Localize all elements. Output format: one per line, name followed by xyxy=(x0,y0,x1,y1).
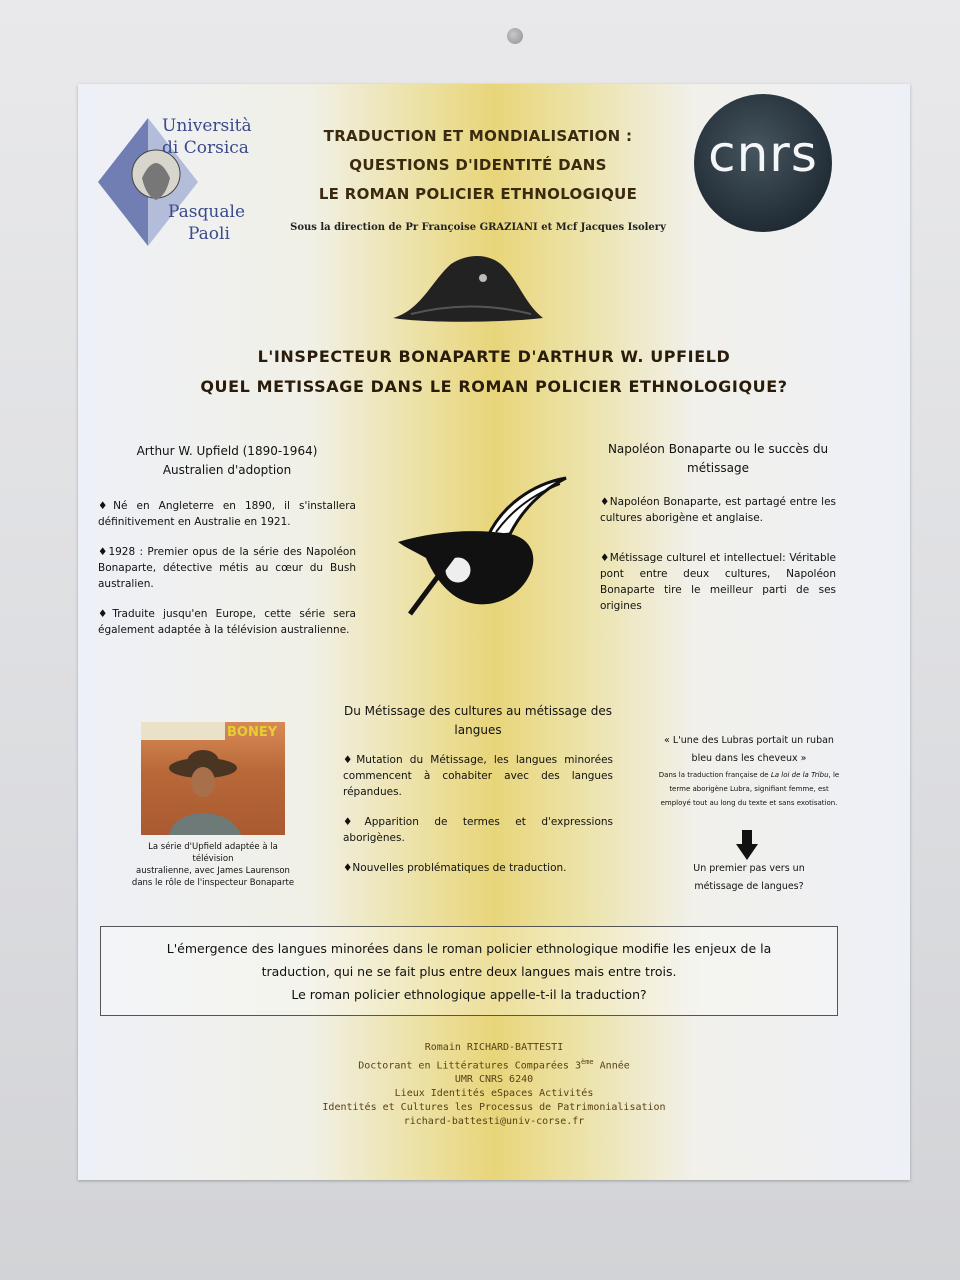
author-team: Identités et Cultures les Processus de Patrimonialisation xyxy=(322,1102,666,1114)
metissage-paragraph: ♦Mutation du Métissage, les langues minorées commencent à cohabiter avec des langues répandues. xyxy=(343,754,613,798)
boney-cover-image xyxy=(141,722,285,835)
author-program xyxy=(78,1055,910,1073)
conclusion-line: traduction, qui ne se fait plus entre deux langues mais entre trois. xyxy=(261,964,677,979)
lubra-quote xyxy=(656,732,842,810)
university-name-line4: Paoli xyxy=(188,224,230,244)
university-name-line2: di Corsica xyxy=(162,138,249,158)
lubra-quote-text: « L'une des Lubras portait un ruban bleu dans les cheveux » xyxy=(664,735,834,764)
upfield-paragraph: ♦Traduite jusqu'en Europe, cette série sera également adaptée à la télévision australienne. xyxy=(98,608,356,636)
boney-caption-line: australienne, avec James Laurenson xyxy=(136,866,290,876)
main-title-line1: L'INSPECTEUR BONAPARTE D'ARTHUR W. UPFIELD xyxy=(257,347,731,366)
author-program-sup: ème xyxy=(580,1058,594,1066)
metissage-section-title: Du Métissage des cultures au métissage des langues xyxy=(344,704,612,737)
down-arrow-icon xyxy=(736,830,758,860)
conclusion-box xyxy=(100,926,838,1016)
bonaparte-section xyxy=(600,440,836,614)
metissage-paragraph: ♦Apparition de termes et d'expressions aborigènes. xyxy=(343,816,613,844)
translation-note-intro: Dans la traduction française de xyxy=(658,771,769,779)
upfield-section-subtitle: Australien d'adoption xyxy=(162,463,292,477)
poster-main-title xyxy=(78,342,910,402)
author-name: Romain RICHARD-BATTESTI xyxy=(424,1042,564,1053)
upfield-paragraph: ♦Né en Angleterre en 1890, il s'installera définitivement en Australie en 1921. xyxy=(98,500,356,528)
author-program-year: Année xyxy=(593,1060,630,1072)
conclusion-line: L'émergence des langues minorées dans le roman policier ethnologique modifie les enjeux de la xyxy=(166,941,772,956)
metissage-question: Un premier pas vers un métissage de langues? xyxy=(693,863,805,892)
main-title-line2: QUEL METISSAGE DANS LE ROMAN POLICIER ETHNOLOGIQUE? xyxy=(200,377,788,396)
actor-portrait-icon xyxy=(141,722,285,835)
upfield-section xyxy=(98,442,356,638)
boney-cover-title: BONEY xyxy=(227,725,278,740)
translation-note-body: , le terme aborigène Lubra, signifiant femme, est employé tout au long du texte et sans exotisation. xyxy=(660,771,840,807)
conference-title-line: TRADUCTION ET MONDIALISATION : xyxy=(323,127,633,145)
upfield-paragraph: ♦1928 : Premier opus de la série des Napoléon Bonaparte, détective métis au cœur du Bush australien. xyxy=(98,546,356,590)
university-name-line3: Pasquale xyxy=(168,202,245,222)
poster xyxy=(78,84,910,1180)
metissage-paragraph: ♦Nouvelles problématiques de traduction. xyxy=(343,862,567,874)
metissage-section xyxy=(343,702,613,876)
author-program-text: Doctorant en Littératures Comparées 3 xyxy=(358,1060,581,1072)
author-email: richard-battesti@univ-corse.fr xyxy=(403,1116,585,1128)
wall-pin xyxy=(507,28,523,44)
bonaparte-paragraph: ♦Métissage culturel et intellectuel: Véritable pont entre deux cultures, Napoléon Bonaparte tire le meilleur parti de ses origines xyxy=(600,552,836,612)
author-lab: UMR CNRS 6240 xyxy=(454,1074,534,1086)
cnrs-logo-text: cnrs xyxy=(708,125,818,183)
bicorne-hat-icon xyxy=(391,252,545,324)
university-name-line1: Università xyxy=(162,116,252,136)
author-lab-name: Lieux Identités eSpaces Activités xyxy=(394,1088,594,1100)
conference-title xyxy=(298,122,658,209)
boney-caption xyxy=(128,841,298,889)
boney-caption-line: La série d'Upfield adaptée à la télévision xyxy=(148,842,278,864)
cnrs-logo xyxy=(694,94,832,232)
direction-line: Sous la direction de Pr Françoise GRAZIANI et Mcf Jacques Isolery xyxy=(290,222,666,233)
author-footer xyxy=(78,1041,910,1129)
masque-feather-emblem-icon xyxy=(392,476,572,616)
lubra-translation-note xyxy=(656,768,842,810)
bonaparte-section-title: Napoléon Bonaparte ou le succès du métissage xyxy=(607,442,829,475)
book-title: La loi de la Tribu xyxy=(770,771,829,779)
bonaparte-paragraph: ♦Napoléon Bonaparte, est partagé entre les cultures aborigène et anglaise. xyxy=(600,496,836,524)
universita-di-corsica-logo xyxy=(98,112,268,252)
boney-caption-line: dans le rôle de l'inspecteur Bonaparte xyxy=(131,878,295,888)
upfield-section-title: Arthur W. Upfield (1890-1964) xyxy=(136,444,318,458)
conference-title-line: QUESTIONS D'IDENTITÉ DANS xyxy=(349,156,607,174)
conference-title-line: LE ROMAN POLICIER ETHNOLOGIQUE xyxy=(318,185,638,203)
conclusion-line: Le roman policier ethnologique appelle-t-il la traduction? xyxy=(291,987,647,1002)
